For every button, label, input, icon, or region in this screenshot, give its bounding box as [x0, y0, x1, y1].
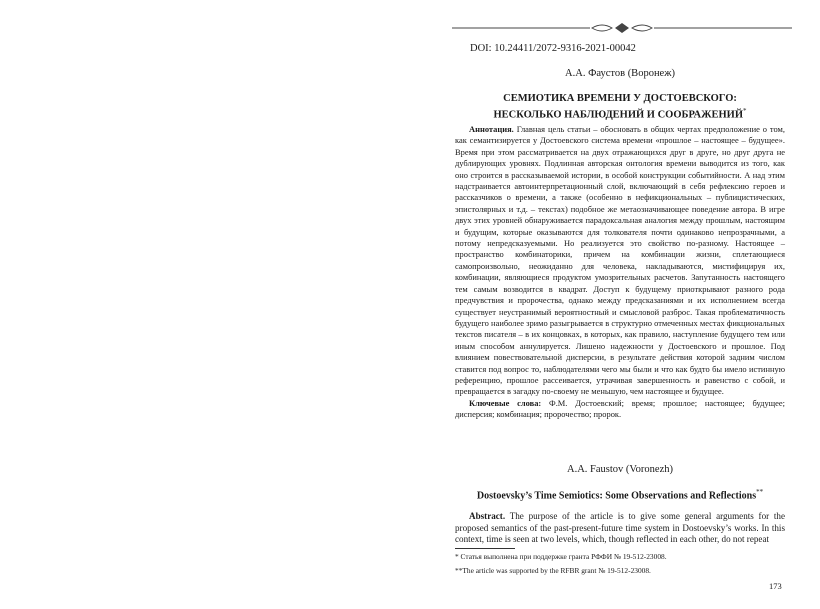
- annotation-paragraph: [455, 124, 785, 398]
- author-en: A.A. Faustov (Voronezh): [567, 464, 673, 475]
- author-ru: А.А. Фаустов (Воронеж): [565, 68, 675, 79]
- annotation-block: [455, 124, 785, 421]
- abstract-en-paragraph: [455, 511, 785, 546]
- footnote-mark: *: [743, 107, 747, 115]
- annotation-text: Главная цель статьи – обосновать в общих чертах предположение о том, как семантизируется у Достоевского система времени «прошлое – настоящее – будущее». Время при этом рассматривается на двух отражающихся друг в друге, но друг друга не дублирующих уровнях. Подлинная авторская онтология времени выводится из того, как оно строится в рассказываемой истории, в особой конструкции событийности. А над этим надстраивается автоинтерпретационный слой, включающий в себя рефлексию героев и рассказчиков о времени, а также (особенно в нефикциональных – публицистических, эпистолярных и т.д. – текстах) подобное же метаозначивающее поведение автора. В игре двух этих уровней обнаруживается парадоксальная аналогия между прошлым, настоящим и будущим, которые оказываются для толкователя почти одинаково непрозрачными, а потому непредсказуемыми. Но реализуется это свойство по-разному. Настоящее – пространство комбинаторики, причем на комбинации жизни, сплетающиеся самопроизвольно, неожиданно для человека, накладываются, мистифицируя их, комбинации, являющиеся продуктом умозрительных расчетов. Запутанность настоящего тем самым возводится в квадрат. Доступ к будущему приоткрывают разного рода предчувствия и пророчества, однако между предсказаниями и их исполнением всегда существует неустранимый вероятностный и смысловой разброс. Такая проблематичность будущего наиболее зримо разыгрывается в структурно отмеченных местах фикциональных текстов писателя – в их концовках, в которых, как правило, наступление будущего тем или иным способом аннулируется. Лишено надежности у Достоевского и прошлое. Под влиянием повествовательной дисперсии, в результате действия которой задним числом ставится под вопрос то, наблюдателями чего мы были и что как будто бы имело истинную референцию, прошлое рассеивается, утрачивая завершенность и равенство с собой, и превращается в загадку по-своему не меньшую, чем настоящее и будущее.: [455, 124, 785, 397]
- abstract-en-label: Abstract.: [469, 511, 506, 521]
- abstract-en-text: The purpose of the article is to give some general arguments for the proposed semantics of the past-present-future time system in Dostoevsky’s works. In this context, time is seen at two levels, which, though reflected in each other, do not repeat: [455, 511, 786, 545]
- article-title-en: Dostoevsky’s Time Semiotics: Some Observations and Reflections**: [476, 488, 764, 502]
- keywords-paragraph: [455, 398, 785, 421]
- title-ru-line1: СЕМИОТИКА ВРЕМЕНИ У ДОСТОЕВСКОГО:: [503, 93, 737, 104]
- article-title-ru: [455, 92, 785, 122]
- annotation-label: Аннотация.: [469, 124, 514, 134]
- title-ru-line2: НЕСКОЛЬКО НАБЛЮДЕНИЙ И СООБРАЖЕНИЙ*: [493, 107, 747, 121]
- footnote-2: **The article was supported by the RFBR grant № 19-512-23008.: [455, 566, 651, 575]
- doi: DOI: 10.24411/2072-9316-2021-00042: [470, 43, 636, 54]
- footnote-mark-en: **: [756, 488, 764, 496]
- keywords-text: Ф.М. Достоевский; время; прошлое; настоящее; будущее; дисперсия; комбинация; пророчество; пророк.: [455, 397, 785, 420]
- footnote-1: * Статья выполнена при поддержке гранта РФФИ № 19-512-23008.: [455, 552, 667, 561]
- page-number: 173: [769, 581, 782, 591]
- header-ornament-icon: [452, 22, 792, 34]
- footnote-divider: [455, 548, 515, 549]
- keywords-label: Ключевые слова:: [469, 397, 542, 408]
